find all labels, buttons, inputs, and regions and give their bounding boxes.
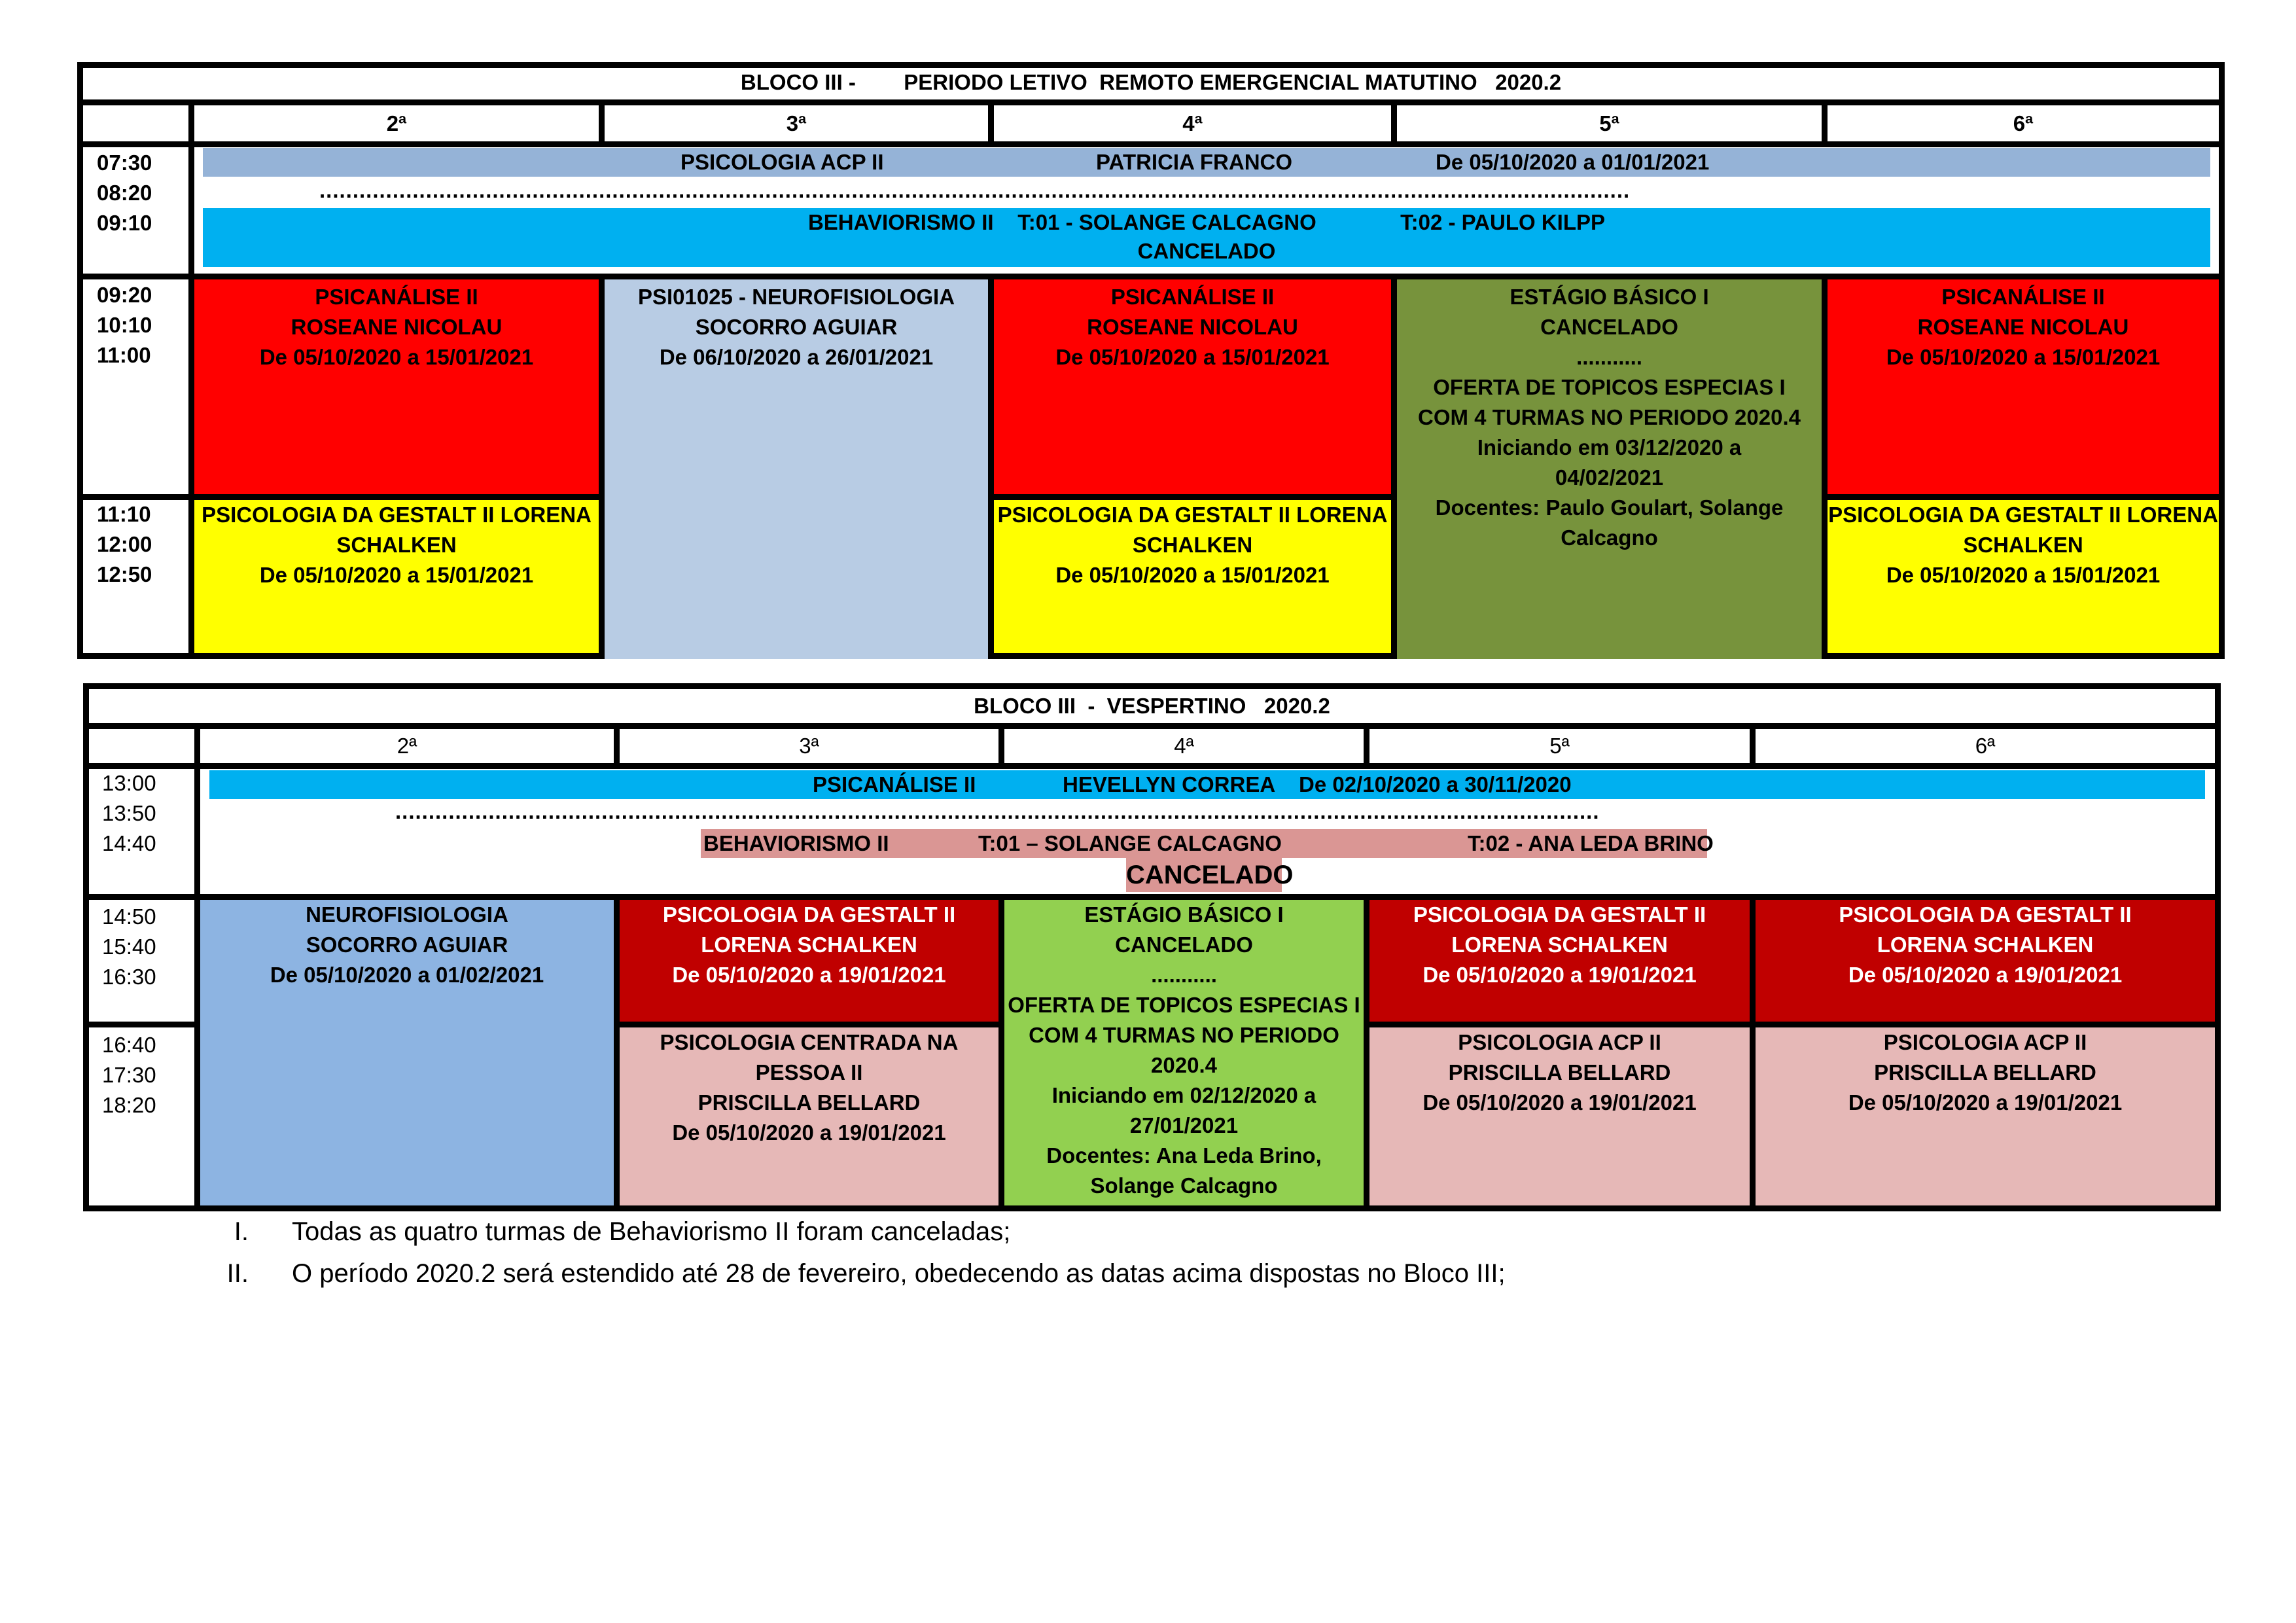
class-thu-estagio: ESTÁGIO BÁSICO I CANCELADO ........... OFERTA DE TOPICOS ESPECIAS I COM 4 TURMAS NO PERIODO 2020.4 Iniciando em 03/12/2020 a 04/02/2021 Docentes: Paulo Goulart, Solange Calcagno	[1397, 279, 1822, 659]
class-mon-neurofisiologia: NEUROFISIOLOGIA SOCORRO AGUIAR De 05/10/2020 a 01/02/2021	[200, 900, 614, 1205]
day-header-thu: 5ª	[1549, 734, 1570, 758]
afternoon-title: BLOCO III - VESPERTINO 2020.2	[974, 694, 1330, 718]
time-slot-1: 07:30 08:20 09:10	[97, 151, 152, 235]
class-tue-neurofisiologia: PSI01025 - NEUROFISIOLOGIA SOCORRO AGUIAR De 06/10/2020 a 26/01/2021	[605, 279, 988, 659]
course-band-psicologia-acp: PSICOLOGIA ACP II PATRICIA FRANCO De 05/10/2020 a 01/01/2021	[203, 148, 2210, 177]
time-slot-2: 14:50 15:40 16:30	[102, 904, 156, 989]
course-band-psicanalise: PSICANÁLISE II HEVELLYN CORREA De 02/10/2020 a 30/11/2020	[209, 770, 2205, 799]
class-fri-gestalt: PSICOLOGIA DA GESTALT II LORENA SCHALKEN De 05/10/2020 a 15/01/2021	[1828, 500, 2219, 653]
time-slot-3: 16:40 17:30 18:20	[102, 1033, 156, 1117]
day-header-tue: 3ª	[799, 734, 819, 758]
time-slot-2: 09:20 10:10 11:00	[97, 283, 152, 367]
class-tue-gestalt: PSICOLOGIA DA GESTALT II LORENA SCHALKEN De 05/10/2020 a 19/01/2021	[620, 900, 998, 1022]
course-band-behaviorismo: BEHAVIORISMO II T:01 - SOLANGE CALCAGNO T:02 - PAULO KILPP CANCELADO	[203, 208, 2210, 267]
day-header-wed: 4ª	[1174, 734, 1194, 758]
class-tue-centrada-pessoa: PSICOLOGIA CENTRADA NA PESSOA II PRISCILLA BELLARD De 05/10/2020 a 19/01/2021	[620, 1027, 998, 1205]
day-header-fri: 6ª	[1975, 734, 1996, 758]
class-fri-psicanalise: PSICANÁLISE II ROSEANE NICOLAU De 05/10/2020 a 15/01/2021	[1828, 279, 2219, 495]
class-thu-acp: PSICOLOGIA ACP II PRISCILLA BELLARD De 05/10/2020 a 19/01/2021	[1369, 1027, 1750, 1205]
cancelado-badge: CANCELADO	[1126, 858, 1282, 892]
class-wed-estagio: ESTÁGIO BÁSICO I CANCELADO ........... OFERTA DE TOPICOS ESPECIAS I COM 4 TURMAS NO PERIODO 2020.4 Iniciando em 02/12/2020 a 27/01/2021 Docentes: Ana Leda Brino, Solange Calcagno	[1004, 900, 1364, 1205]
time-slot-3: 11:10 12:00 12:50	[97, 502, 152, 586]
class-wed-gestalt: PSICOLOGIA DA GESTALT II LORENA SCHALKEN De 05/10/2020 a 15/01/2021	[994, 500, 1391, 653]
time-slot-1: 13:00 13:50 14:40	[102, 771, 156, 855]
class-wed-psicanalise: PSICANÁLISE II ROSEANE NICOLAU De 05/10/2020 a 15/01/2021	[994, 279, 1391, 495]
class-fri-acp: PSICOLOGIA ACP II PRISCILLA BELLARD De 05/10/2020 a 19/01/2021	[1756, 1027, 2215, 1205]
morning-title: BLOCO III - PERIODO LETIVO REMOTO EMERGENCIAL MATUTINO 2020.2	[740, 70, 1562, 94]
class-fri-gestalt: PSICOLOGIA DA GESTALT II LORENA SCHALKEN De 05/10/2020 a 19/01/2021	[1756, 900, 2215, 1022]
day-header-mon: 2ª	[386, 111, 407, 135]
class-mon-psicanalise: PSICANÁLISE II ROSEANE NICOLAU De 05/10/2020 a 15/01/2021	[194, 279, 599, 495]
day-header-mon: 2ª	[397, 734, 417, 758]
separator-dots: .....................................................................................................................................................................................................	[319, 178, 1631, 202]
day-header-fri: 6ª	[2013, 111, 2034, 135]
day-header-tue: 3ª	[786, 111, 807, 135]
class-thu-gestalt: PSICOLOGIA DA GESTALT II LORENA SCHALKEN De 05/10/2020 a 19/01/2021	[1369, 900, 1750, 1022]
day-header-thu: 5ª	[1599, 111, 1619, 135]
class-mon-gestalt: PSICOLOGIA DA GESTALT II LORENA SCHALKEN De 05/10/2020 a 15/01/2021	[194, 500, 599, 653]
day-header-wed: 4ª	[1182, 111, 1203, 135]
course-band-behaviorismo: BEHAVIORISMO II T:01 – SOLANGE CALCAGNO T:02 - ANA LEDA BRINO	[701, 829, 1707, 858]
separator-dots: .....................................................................................................................................................................................	[395, 799, 1600, 823]
